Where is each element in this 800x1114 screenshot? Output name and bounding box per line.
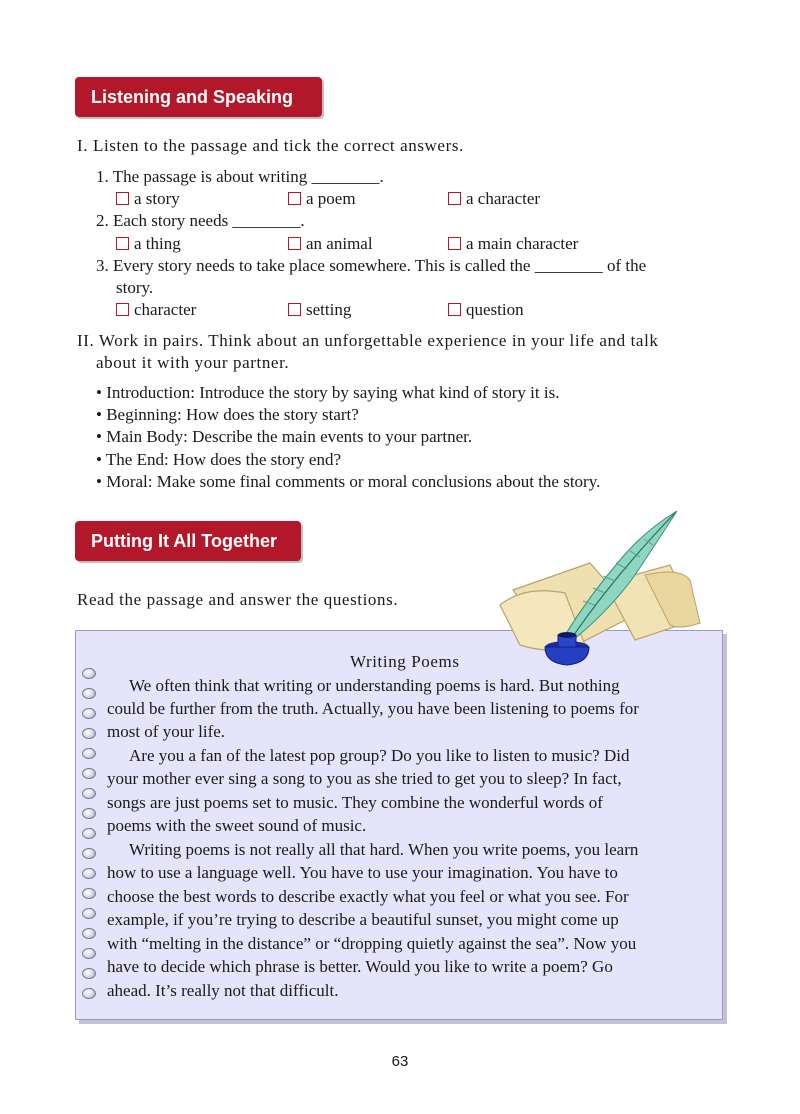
bullet-item: • Introduction: Introduce the story by saying what kind of story it is.: [96, 383, 560, 402]
ring-icon: [82, 728, 96, 739]
checkbox-icon[interactable]: [448, 192, 461, 205]
checkbox-icon[interactable]: [116, 303, 129, 316]
section-tab-listening-speaking: Listening and Speaking: [75, 77, 322, 117]
part2-heading-cont: about it with your partner.: [96, 353, 290, 372]
q2-option-2[interactable]: an animal: [288, 234, 373, 254]
ring-icon: [82, 748, 96, 759]
passage-line: Are you a fan of the latest pop group? Do you like to listen to music? Did: [129, 746, 630, 765]
ring-icon: [82, 788, 96, 799]
q3-option-1[interactable]: character: [116, 300, 196, 320]
ring-icon: [82, 808, 96, 819]
passage-line: poems with the sweet sound of music.: [107, 816, 367, 835]
bullet-item: • Beginning: How does the story start?: [96, 405, 359, 424]
ring-icon: [82, 668, 96, 679]
q1-option-1[interactable]: a story: [116, 189, 180, 209]
passage-line: example, if you’re trying to describe a beautiful sunset, you might come up: [107, 910, 619, 929]
ring-icon: [82, 828, 96, 839]
passage-line: with “melting in the distance” or “dropping quietly against the sea”. Now you: [107, 934, 637, 953]
checkbox-icon[interactable]: [288, 192, 301, 205]
q1-option-2[interactable]: a poem: [288, 189, 356, 209]
ring-icon: [82, 688, 96, 699]
bullet-item: • Main Body: Describe the main events to your partner.: [96, 427, 473, 446]
bullet-item: • Moral: Make some final comments or moral conclusions about the story.: [96, 472, 601, 491]
ring-icon: [82, 988, 96, 999]
ring-icon: [82, 908, 96, 919]
passage-line: could be further from the truth. Actually, you have been listening to poems for: [107, 699, 639, 718]
ring-icon: [82, 948, 96, 959]
ring-icon: [82, 928, 96, 939]
passage-line: most of your life.: [107, 722, 226, 741]
checkbox-icon[interactable]: [116, 237, 129, 250]
ring-icon: [82, 708, 96, 719]
checkbox-icon[interactable]: [288, 237, 301, 250]
passage-line: We often think that writing or understanding poems is hard. But nothing: [129, 676, 620, 695]
q1-option-3[interactable]: a character: [448, 189, 540, 209]
ring-icon: [82, 888, 96, 899]
question-2: 2. Each story needs ________.: [96, 211, 305, 230]
q3-option-3[interactable]: question: [448, 300, 524, 320]
bullet-item: • The End: How does the story end?: [96, 450, 342, 469]
passage-title: Writing Poems: [350, 652, 460, 671]
part1-heading: I. Listen to the passage and tick the correct answers.: [77, 136, 464, 155]
passage-line: choose the best words to describe exactly what you feel or what you see. For: [107, 887, 629, 906]
page-number: 63: [391, 1053, 409, 1070]
question-1: 1. The passage is about writing ________.: [96, 167, 384, 186]
section-tab-putting-together: Putting It All Together: [75, 521, 301, 561]
checkbox-icon[interactable]: [116, 192, 129, 205]
ring-icon: [82, 968, 96, 979]
passage-line: songs are just poems set to music. They combine the wonderful words of: [107, 793, 603, 812]
ring-icon: [82, 848, 96, 859]
ring-icon: [82, 868, 96, 879]
q2-option-1[interactable]: a thing: [116, 234, 181, 254]
part2-heading: II. Work in pairs. Think about an unforgettable experience in your life and talk: [77, 331, 659, 350]
question-3-cont: story.: [116, 278, 154, 297]
ring-icon: [82, 768, 96, 779]
checkbox-icon[interactable]: [288, 303, 301, 316]
checkbox-icon[interactable]: [448, 237, 461, 250]
quill-ink-illustration: [495, 505, 705, 670]
reading-instruction: Read the passage and answer the questions.: [77, 590, 399, 609]
passage-line: have to decide which phrase is better. Would you like to write a poem? Go: [107, 957, 613, 976]
passage-line: your mother ever sing a song to you as she tried to get you to sleep? In fact,: [107, 769, 622, 788]
passage-line: ahead. It’s really not that difficult.: [107, 981, 339, 1000]
q3-option-2[interactable]: setting: [288, 300, 351, 320]
checkbox-icon[interactable]: [448, 303, 461, 316]
passage-line: how to use a language well. You have to use your imagination. You have to: [107, 863, 618, 882]
question-3: 3. Every story needs to take place somewhere. This is called the ________ of the: [96, 256, 647, 275]
binder-rings: [78, 668, 104, 1008]
q2-option-3[interactable]: a main character: [448, 234, 578, 254]
passage-line: Writing poems is not really all that hard. When you write poems, you learn: [129, 840, 639, 859]
